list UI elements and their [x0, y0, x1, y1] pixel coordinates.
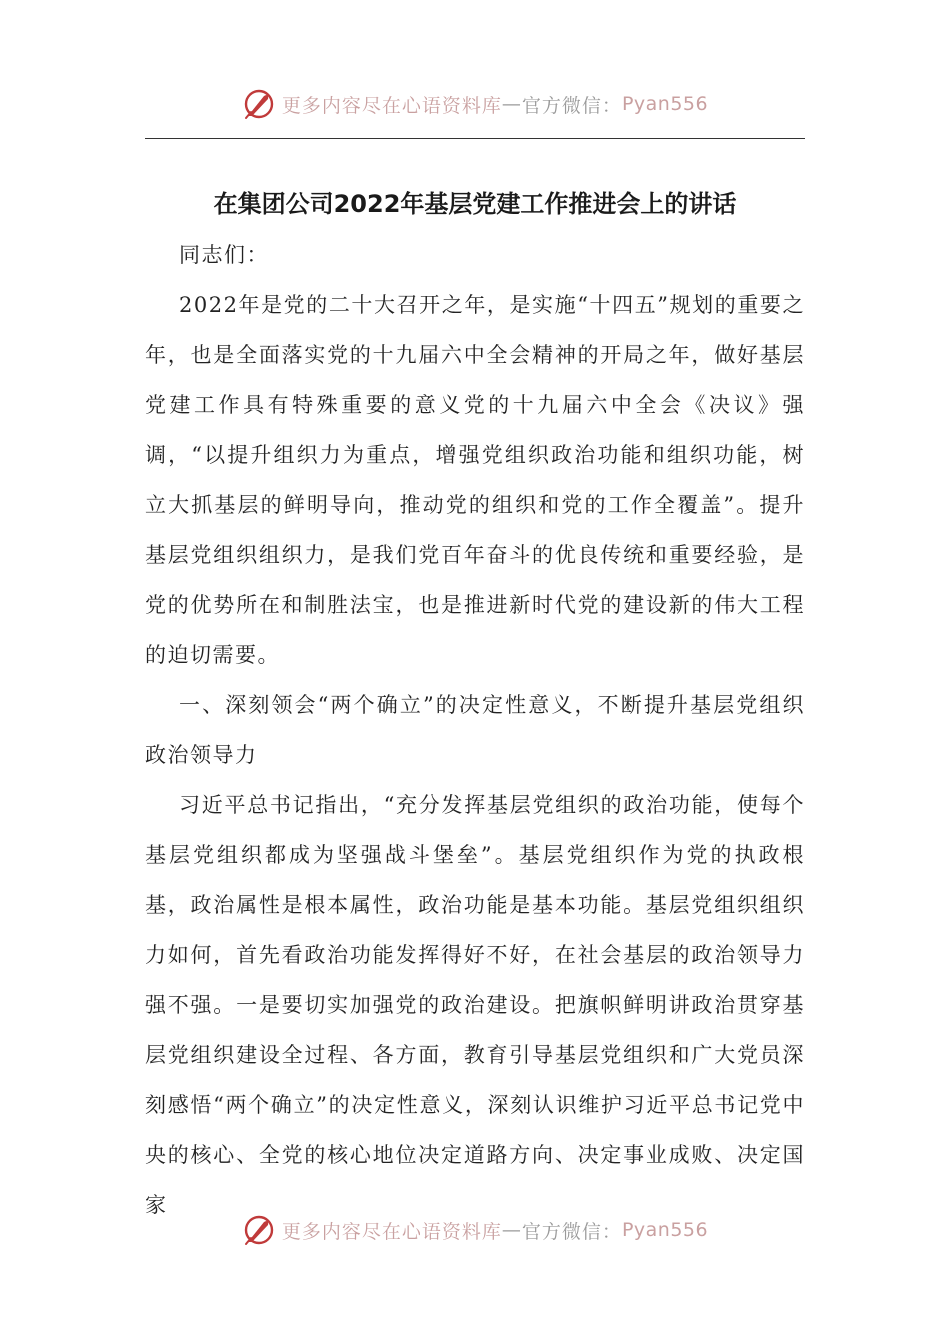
header-watermark — [0, 84, 950, 124]
section-heading: 一、深刻领会“两个确立”的决定性意义，不断提升基层党组织政治领导力 — [145, 693, 805, 767]
watermark-dash: — — [501, 93, 522, 115]
document-body — [145, 230, 805, 1230]
header-divider — [145, 138, 805, 139]
watermark-wechat-id: Pyan556 — [621, 93, 709, 115]
watermark-wechat-id: Pyan556 — [621, 1219, 709, 1241]
watermark-brand: 更多内容尽在心语资料库 — [281, 1220, 502, 1243]
quill-logo-icon — [242, 87, 276, 121]
footer-watermark — [0, 1210, 950, 1250]
quill-logo-icon — [242, 1213, 276, 1247]
watermark-wechat-label: 官方微信： — [521, 1220, 622, 1243]
paragraph: 2022年是党的二十大召开之年，是实施“十四五”规划的重要之年，也是全面落实党的十九届六中全会精神的开局之年，做好基层党建工作具有特殊重要的意义党的十九届六中全会《决议》强调，“以提升组织力为重点，增强党组织政治功能和组织功能，树立大抓基层的鲜明导向，推动党的组织和党的工作全覆盖”。提升基层党组织组织力，是我们党百年奋斗的优良传统和重要经验，是党的优势所在和制胜法宝，也是推进新时代党的建设新的伟大工程的迫切需要。 — [145, 293, 805, 667]
paragraph: 习近平总书记指出，“充分发挥基层党组织的政治功能，使每个基层党组织都成为坚强战斗堡垒”。基层党组织作为党的执政根基，政治属性是根本属性，政治功能是基本功能。基层党组织组织力如何，首先看政治功能发挥得好不好，在社会基层的政治领导力强不强。一是要切实加强党的政治建设。把旗帜鲜明讲政治贯穿基层党组织建设全过程、各方面，教育引导基层党组织和广大党员深刻感悟“两个确立”的决定性意义，深刻认识维护习近平总书记党中央的核心、全党的核心地位决定道路方向、决定事业成败、决定国家 — [145, 793, 805, 1217]
document-title: 在集团公司2022年基层党建工作推进会上的讲话 — [213, 190, 737, 219]
watermark-brand: 更多内容尽在心语资料库 — [281, 94, 502, 117]
salutation: 同志们： — [179, 243, 269, 267]
watermark-dash: — — [501, 1219, 522, 1241]
watermark-wechat-label: 官方微信： — [521, 94, 622, 117]
